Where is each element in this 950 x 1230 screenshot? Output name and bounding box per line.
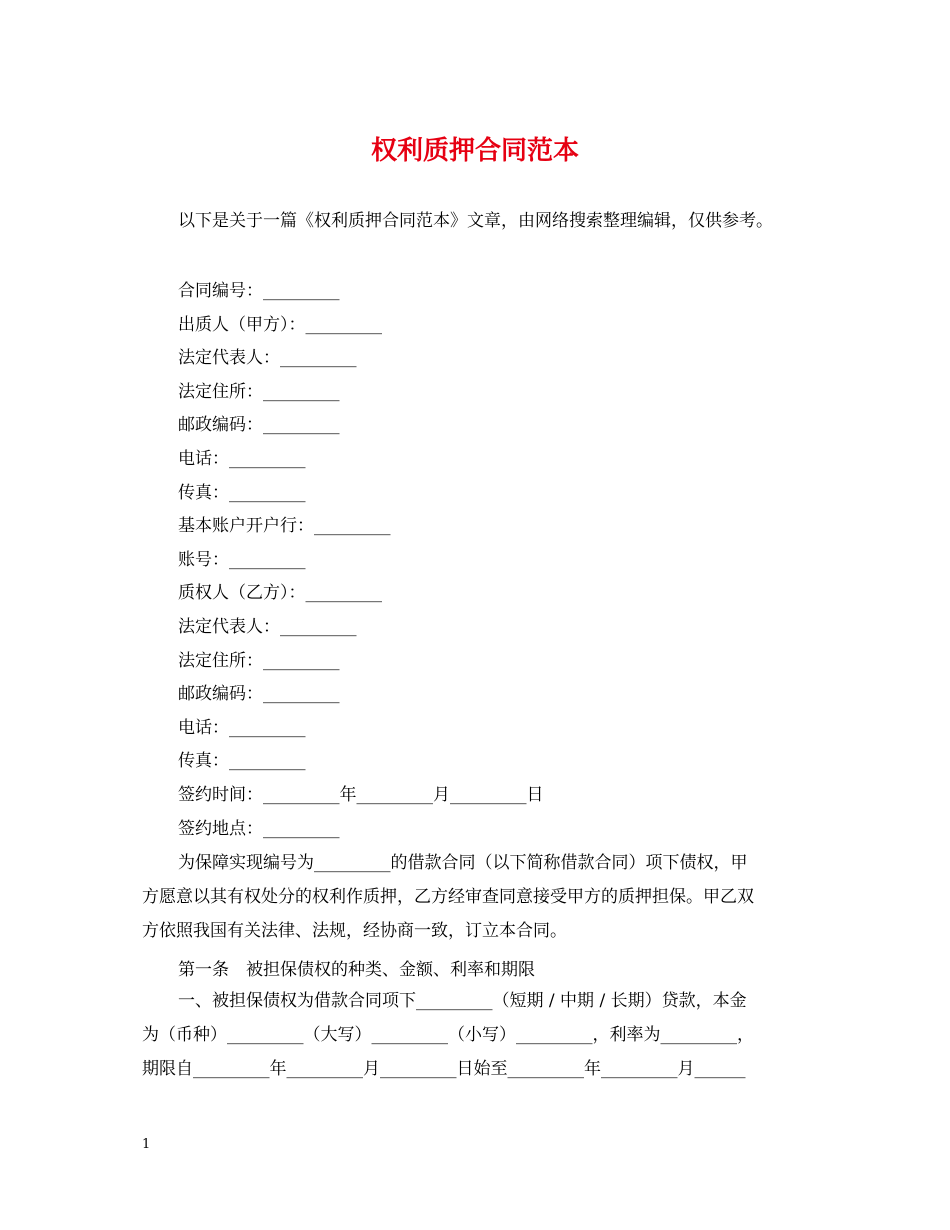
preamble-line: 方依照我国有关法律、法规，经协商一致，订立本合同。 <box>142 921 567 941</box>
intro-paragraph: 以下是关于一篇《权利质押合同范本》文章，由网络搜索整理编辑，仅供参考。 <box>178 211 773 231</box>
article-1-heading: 第一条 被担保债权的种类、金额、利率和期限 <box>178 960 535 980</box>
field-signing-place: 签约地点：_________ <box>178 818 340 839</box>
field-pledgee-legal-rep: 法定代表人：_________ <box>178 616 357 637</box>
field-signing-time: 签约时间：_________年_________月_________日 <box>178 784 544 805</box>
field-pledgor-address: 法定住所：_________ <box>178 381 340 402</box>
article-1-line: 期限自_________年_________月_________日始至_________年_________月______ <box>142 1059 746 1079</box>
field-pledgee-fax: 传真：_________ <box>178 751 306 772</box>
field-contract-number: 合同编号：_________ <box>178 281 340 301</box>
field-pledgor-fax: 传真：_________ <box>178 482 306 503</box>
article-1-paragraph <box>142 988 812 1090</box>
preamble-paragraph <box>142 850 812 952</box>
field-pledgee-postcode: 邮政编码：_________ <box>178 684 340 705</box>
field-pledgee: 质权人（乙方）：_________ <box>178 583 382 604</box>
document-title: 权利质押合同范本 <box>370 136 579 166</box>
field-pledgee-phone: 电话：_________ <box>178 717 306 738</box>
field-pledgor-bank: 基本账户开户行：_________ <box>178 516 391 537</box>
article-1-line: 为（币种）_________（大写）_________（小写）_________，利率为_________， <box>142 1025 754 1045</box>
field-pledgor: 出质人（甲方）：_________ <box>178 314 382 335</box>
field-pledgor-phone: 电话：_________ <box>178 448 306 469</box>
page-number: 1 <box>142 1137 151 1152</box>
article-1-line: 一、被担保债权为借款合同项下_________（短期 / 中期 / 长期）贷款，本金 <box>178 991 747 1011</box>
field-pledgor-legal-rep: 法定代表人：_________ <box>178 348 357 369</box>
field-pledgor-postcode: 邮政编码：_________ <box>178 415 340 436</box>
field-pledgor-account: 账号：_________ <box>178 549 306 570</box>
field-pledgee-address: 法定住所：_________ <box>178 650 340 671</box>
contract-fields <box>178 278 544 849</box>
preamble-line: 方愿意以其有权处分的权利作质押，乙方经审查同意接受甲方的质押担保。甲乙双 <box>142 887 754 907</box>
preamble-line: 为保障实现编号为_________的借款合同（以下简称借款合同）项下债权，甲 <box>178 853 748 873</box>
